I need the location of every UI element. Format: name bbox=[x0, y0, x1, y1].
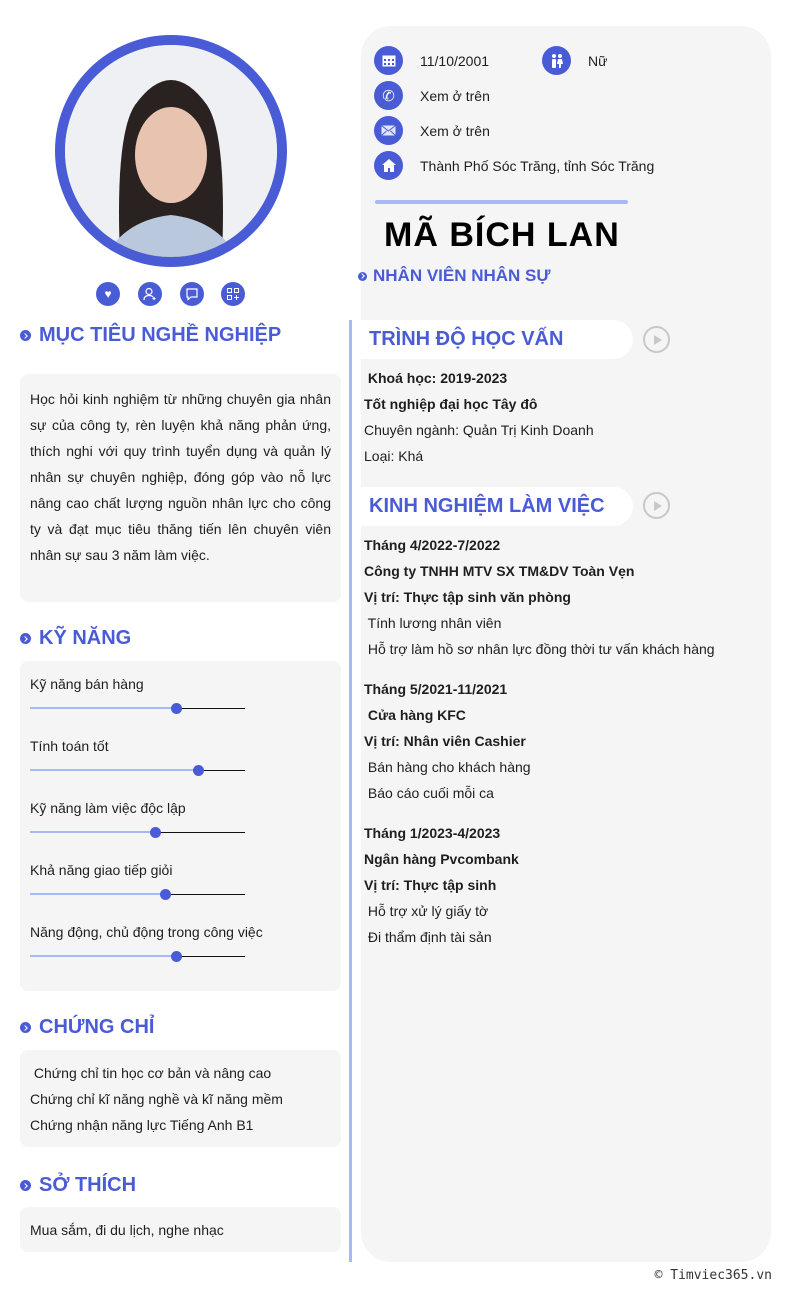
education-heading bbox=[361, 320, 633, 359]
apps-icon[interactable] bbox=[221, 282, 245, 306]
certificates-box bbox=[20, 1050, 341, 1147]
chevron-right-icon bbox=[20, 1022, 31, 1033]
phone-text: Xem ở trên bbox=[420, 87, 490, 104]
name-divider bbox=[375, 200, 628, 204]
skill-slider bbox=[30, 832, 245, 833]
footer-watermark: © Timviec365.vn bbox=[654, 1268, 772, 1283]
job-task: Báo cáo cuối mỗi ca bbox=[364, 785, 494, 801]
chevron-right-icon bbox=[358, 272, 367, 281]
objective-text: Học hỏi kinh nghiệm từ những chuyên gia nhân sự của công ty, rèn luyện khả năng phản ứng, thích nghi với quy trình tuyển dụng và quản lý nhân sự chuyên nghiệp, đóng góp vào nỗ lực nâng cao chất lượng nguồn nhân lực cho công ty và đạt mục tiêu thăng tiến lên chuyên viên nhân sự sau 3 năm làm việc. bbox=[30, 391, 331, 563]
skill-knob bbox=[171, 951, 182, 962]
envelope-icon bbox=[374, 116, 403, 145]
heart-icon[interactable]: ♥ bbox=[96, 282, 120, 306]
address-row bbox=[374, 151, 654, 180]
skill-slider bbox=[30, 770, 245, 771]
job-task: Tính lương nhân viên bbox=[364, 615, 502, 631]
job-title bbox=[358, 266, 551, 286]
skill-fill bbox=[30, 893, 165, 895]
full-name: MÃ BÍCH LAN bbox=[384, 216, 620, 254]
play-circle-icon[interactable] bbox=[643, 326, 670, 353]
job-entry bbox=[364, 820, 764, 950]
education-block bbox=[364, 365, 764, 469]
job-task: Bán hàng cho khách hàng bbox=[364, 759, 531, 775]
profile-photo bbox=[55, 35, 287, 267]
skill-slider bbox=[30, 956, 245, 957]
education-heading-text: TRÌNH ĐỘ HỌC VẤN bbox=[369, 328, 564, 350]
address-text: Thành Phố Sóc Trăng, tỉnh Sóc Trăng bbox=[420, 157, 655, 174]
skill-item bbox=[20, 786, 341, 848]
gender-row bbox=[542, 46, 607, 75]
hobbies-box bbox=[20, 1207, 341, 1252]
skill-knob bbox=[150, 827, 161, 838]
skill-label: Tính toán tốt bbox=[30, 738, 109, 754]
job-entry bbox=[364, 676, 764, 806]
education-grade: Loại: Khá bbox=[364, 448, 424, 464]
skill-fill bbox=[30, 707, 176, 709]
experience-list bbox=[364, 532, 764, 950]
job-task: Hỗ trợ làm hồ sơ nhân lực đồng thời tư vấn khách hàng bbox=[364, 641, 715, 657]
job-company: Ngân hàng Pvcombank bbox=[364, 851, 519, 867]
job-task: Đi thẩm định tài sản bbox=[364, 929, 492, 945]
chevron-right-icon bbox=[20, 633, 31, 644]
skill-fill bbox=[30, 831, 155, 833]
skill-fill bbox=[30, 769, 198, 771]
skill-item bbox=[20, 848, 341, 910]
job-company: Cửa hàng KFC bbox=[364, 707, 466, 723]
home-icon bbox=[374, 151, 403, 180]
gender-icon bbox=[542, 46, 571, 75]
certificate-item: Chứng chỉ tin học cơ bản và nâng cao bbox=[30, 1065, 272, 1081]
job-position: Vị trí: Nhân viên Cashier bbox=[364, 733, 526, 749]
email-row bbox=[374, 116, 490, 145]
certificate-item: Chứng chỉ kĩ năng nghề và kĩ năng mềm bbox=[30, 1091, 283, 1107]
birthday-text: 11/10/2001 bbox=[420, 52, 490, 69]
certificate-item: Chứng nhận năng lực Tiếng Anh B1 bbox=[30, 1117, 254, 1133]
skills-box bbox=[20, 661, 341, 991]
skill-knob bbox=[193, 765, 204, 776]
skill-item bbox=[20, 724, 341, 786]
skills-heading bbox=[20, 627, 131, 650]
skill-label: Kỹ năng bán hàng bbox=[30, 676, 144, 692]
experience-heading-text: KINH NGHIỆM LÀM VIỆC bbox=[369, 495, 605, 517]
job-period: Tháng 1/2023-4/2023 bbox=[364, 825, 501, 841]
job-period: Tháng 5/2021-11/2021 bbox=[364, 681, 508, 697]
job-task: Hỗ trợ xử lý giấy tờ bbox=[364, 903, 489, 919]
chevron-right-icon bbox=[20, 330, 31, 341]
gender-text: Nữ bbox=[588, 52, 608, 69]
objective-heading-text: MỤC TIÊU NGHỀ NGHIỆP bbox=[39, 324, 282, 346]
skill-label: Kỹ năng làm việc độc lập bbox=[30, 800, 186, 816]
skill-slider bbox=[30, 708, 245, 709]
phone-row bbox=[374, 81, 490, 110]
hobbies-text: Mua sắm, đi du lịch, nghe nhạc bbox=[30, 1222, 224, 1238]
skill-label: Khả năng giao tiếp giỏi bbox=[30, 862, 173, 878]
certificates-heading-text: CHỨNG CHỈ bbox=[39, 1016, 155, 1038]
education-school: Tốt nghiệp đại học Tây đô bbox=[364, 396, 538, 412]
skill-fill bbox=[30, 955, 176, 957]
skill-item bbox=[20, 910, 341, 972]
hobbies-heading bbox=[20, 1174, 136, 1197]
job-title-text: NHÂN VIÊN NHÂN SỰ bbox=[373, 266, 551, 285]
education-major: Chuyên ngành: Quản Trị Kinh Doanh bbox=[364, 422, 594, 438]
objective-box bbox=[20, 374, 341, 602]
skills-heading-text: KỸ NĂNG bbox=[39, 627, 132, 649]
certificates-heading bbox=[20, 1016, 154, 1039]
objective-heading bbox=[20, 324, 281, 347]
job-position: Vị trí: Thực tập sinh văn phòng bbox=[364, 589, 571, 605]
email-text: Xem ở trên bbox=[420, 122, 490, 139]
birthday-row bbox=[374, 46, 489, 75]
job-company: Công ty TNHH MTV SX TM&DV Toàn Vẹn bbox=[364, 563, 635, 579]
skill-knob bbox=[160, 889, 171, 900]
chevron-right-icon bbox=[20, 1180, 31, 1191]
hobbies-heading-text: SỞ THÍCH bbox=[39, 1174, 137, 1196]
phone-icon: ✆ bbox=[374, 81, 403, 110]
skill-slider bbox=[30, 894, 245, 895]
experience-heading bbox=[361, 487, 633, 526]
skill-label: Năng động, chủ động trong công việc bbox=[30, 924, 263, 940]
job-entry bbox=[364, 532, 764, 662]
avatar-image bbox=[65, 45, 277, 257]
calendar-icon bbox=[374, 46, 403, 75]
job-period: Tháng 4/2022-7/2022 bbox=[364, 537, 501, 553]
skill-item bbox=[20, 662, 341, 724]
add-user-icon[interactable] bbox=[138, 282, 162, 306]
play-circle-icon[interactable] bbox=[643, 492, 670, 519]
job-position: Vị trí: Thực tập sinh bbox=[364, 877, 497, 893]
education-course: Khoá học: 2019-2023 bbox=[364, 370, 508, 386]
skill-knob bbox=[171, 703, 182, 714]
chat-icon[interactable] bbox=[180, 282, 204, 306]
divider-line bbox=[349, 320, 352, 1262]
